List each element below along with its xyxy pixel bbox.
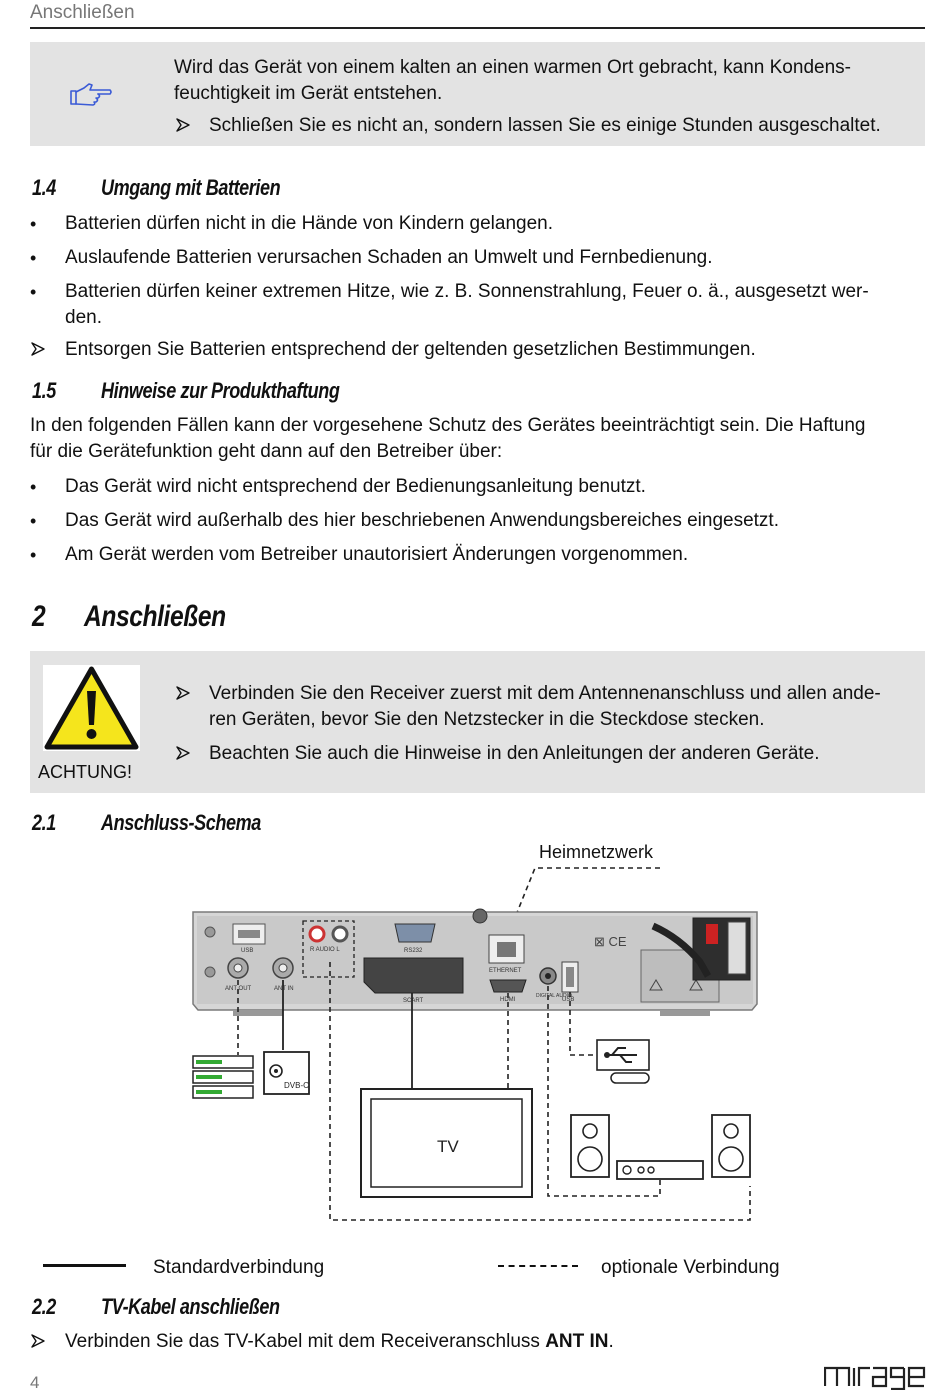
stereo-system-icon — [571, 1115, 750, 1179]
section-number-1-4: 1.4 — [32, 175, 56, 200]
list-item: Das Gerät wird nicht entsprechend der Bedienungsanleitung benutzt. — [65, 476, 646, 497]
port-label: USB — [562, 997, 575, 1003]
port-label: ANT OUT — [225, 986, 252, 992]
connection-diagram — [0, 830, 950, 1250]
arrow-bullet-icon — [31, 1334, 45, 1348]
warning-item1-line1: Verbinden Sie den Receiver zuerst mit dem Antennenanschluss und allen ande- — [209, 683, 881, 704]
bullet-dot: • — [30, 282, 37, 302]
list-item: Batterien dürfen nicht in die Hände von Kindern gelangen. — [65, 213, 554, 234]
usb-stick-icon — [597, 1040, 649, 1083]
page-number: 4 — [30, 1373, 40, 1392]
section-number-1-5: 1.5 — [32, 378, 56, 403]
paragraph-line2: für die Gerätefunktion geht dann auf den Betreiber über: — [30, 441, 503, 462]
note-instruction: Schließen Sie es nicht an, sondern lassen Sie es einige Stunden ausgeschaltet. — [209, 115, 881, 136]
chapter-title-2: Anschließen — [84, 600, 226, 633]
warning-triangle-icon — [43, 665, 140, 751]
brand-logo — [824, 1362, 926, 1390]
section-number-2-2: 2.2 — [32, 1294, 56, 1319]
legend-solid-label: Standardverbindung — [153, 1257, 325, 1278]
legend-dashed-line — [498, 1265, 578, 1267]
port-label: USB — [241, 948, 254, 954]
header-rule — [30, 27, 925, 29]
tv-label: TV — [437, 1137, 459, 1156]
port-label: HDMI — [500, 997, 516, 1003]
pointing-hand-icon — [68, 82, 114, 108]
note-text-line2: feuchtigkeit im Gerät entstehen. — [174, 83, 443, 104]
tv-icon — [361, 1089, 532, 1197]
chapter-number-2: 2 — [32, 600, 46, 633]
port-name: ANT IN — [545, 1331, 609, 1352]
section-title-2-2: TV-Kabel anschließen — [101, 1294, 280, 1319]
svg-text:⊠ CE: ⊠ CE — [594, 934, 627, 949]
arrow-bullet-icon — [176, 118, 190, 132]
dvbc-label: DVB-C — [284, 1081, 309, 1090]
note-text-line1: Wird das Gerät von einem kalten an einen warmen Ort gebracht, kann Kondens- — [174, 57, 851, 78]
arrow-bullet-icon — [31, 342, 45, 356]
legend-solid-line — [43, 1264, 126, 1267]
network-label: Heimnetzwerk — [539, 842, 654, 862]
port-label: RS232 — [404, 948, 423, 954]
instruction-text: Verbinden Sie das TV-Kabel mit dem Receiveranschluss — [65, 1331, 546, 1352]
bullet-dot: • — [30, 477, 37, 497]
bullet-dot: • — [30, 214, 37, 234]
bullet-dot: • — [30, 511, 37, 531]
instruction-end: . — [608, 1331, 614, 1352]
list-item: Am Gerät werden vom Betreiber unautorisiert Änderungen vorgenommen. — [65, 544, 689, 565]
warning-item2: Beachten Sie auch die Hinweise in den Anleitungen der anderen Geräte. — [209, 743, 820, 764]
instruction: Entsorgen Sie Batterien entsprechend der geltenden gesetzlichen Bestimmungen. — [65, 339, 756, 360]
list-item: Auslaufende Batterien verursachen Schaden an Umwelt und Fernbedienung. — [65, 247, 713, 268]
receiver-back-panel — [193, 909, 757, 1016]
port-label: ANT IN — [274, 986, 294, 992]
section-title-1-5: Hinweise zur Produkthaftung — [101, 378, 340, 403]
port-label: DIGITAL AUDIO — [536, 993, 572, 999]
list-item: Batterien dürfen keiner extremen Hitze, wie z. B. Sonnenstrahlung, Feuer o. ä., ausgesetzt wer- — [65, 281, 869, 302]
device-stack-icon — [193, 1056, 253, 1098]
port-label: ETHERNET — [489, 968, 522, 974]
section-title-1-4: Umgang mit Batterien — [101, 175, 281, 200]
legend-dashed-label: optionale Verbindung — [601, 1257, 780, 1278]
port-label: SCART — [403, 998, 424, 1004]
warning-item1-line2: ren Geräten, bevor Sie den Netzstecker in die Steckdose stecken. — [209, 709, 765, 730]
dvbc-wall-socket-icon — [264, 1052, 309, 1094]
bullet-dot: • — [30, 545, 37, 565]
warning-label: ACHTUNG! — [38, 762, 132, 782]
list-item-continuation: den. — [65, 307, 102, 328]
section-number-2-1: 2.1 — [32, 810, 56, 835]
bullet-dot: • — [30, 248, 37, 268]
arrow-bullet-icon — [176, 686, 190, 700]
instruction-2-2 — [65, 1329, 614, 1355]
section-title-2-1: Anschluss-Schema — [101, 810, 261, 835]
paragraph-line1: In den folgenden Fällen kann der vorgesehene Schutz des Gerätes beeinträchtigt sein. Die Haftung — [30, 415, 866, 436]
running-header: Anschließen — [30, 2, 135, 23]
list-item: Das Gerät wird außerhalb des hier beschriebenen Anwendungsbereiches eingesetzt. — [65, 510, 779, 531]
arrow-bullet-icon — [176, 746, 190, 760]
port-label: R AUDIO L — [310, 947, 340, 953]
